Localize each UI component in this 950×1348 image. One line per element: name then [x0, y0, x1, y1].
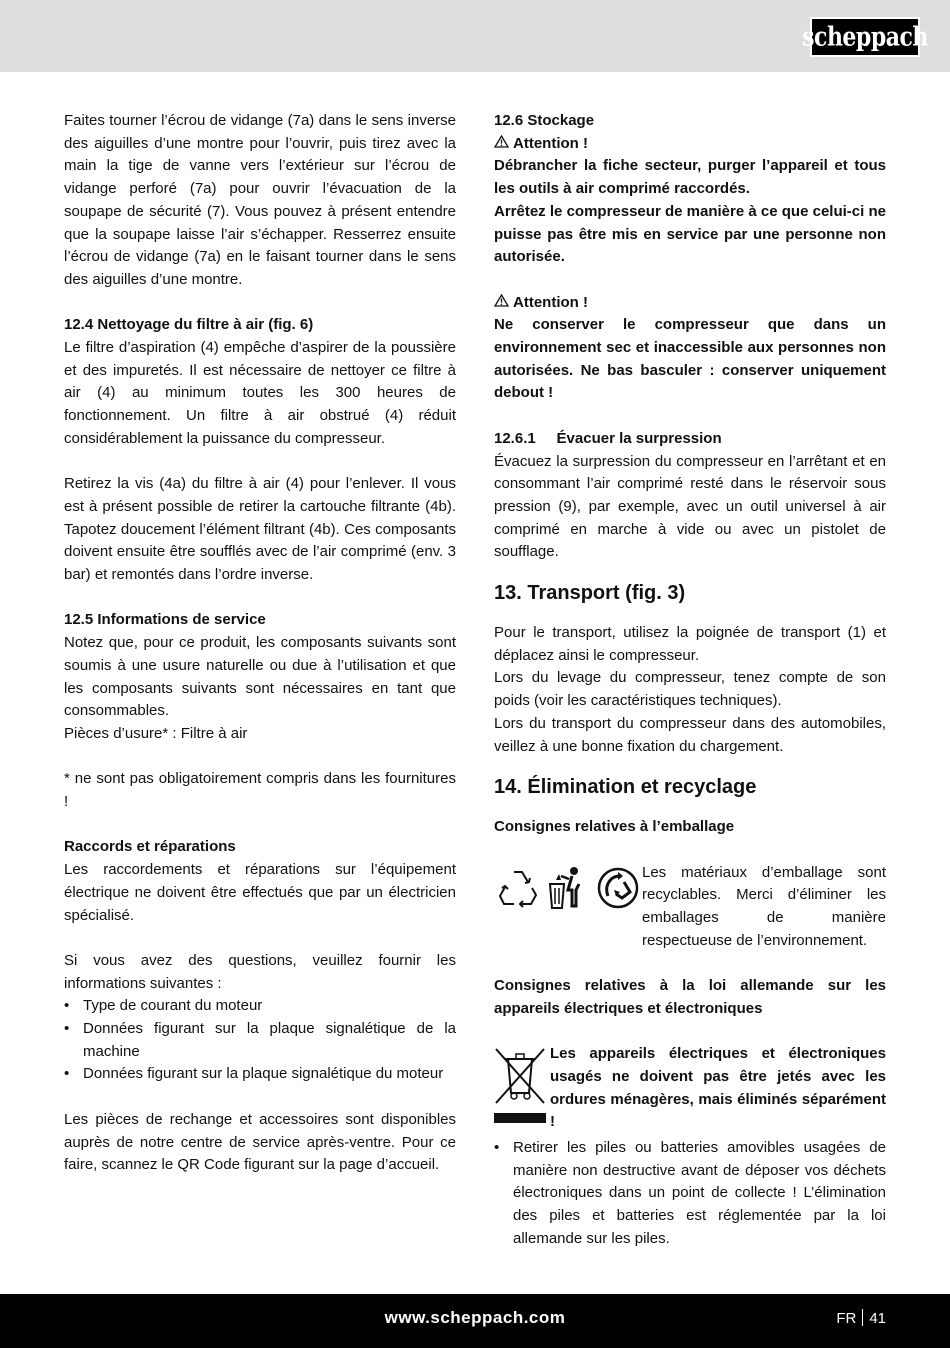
- warning-triangle-icon: [494, 133, 509, 156]
- footer-bar: [0, 1294, 950, 1348]
- packaging-section: [494, 862, 886, 953]
- warning-unplug-text: Débrancher la fiche secteur, purger l’appareil et tous les outils à air comprimé raccordés.: [494, 157, 886, 198]
- transport-paragraph-3: Lors du transport du compresseur dans des automobiles, veillez à une bonne fixation du chargement.: [494, 714, 886, 755]
- heading-14-disposal: 14. Élimination et recyclage: [494, 776, 757, 799]
- crossed-bin-icon: [494, 1043, 550, 1137]
- website-link[interactable]: www.scheppach.com: [384, 1308, 566, 1327]
- transport-paragraph-2: Lors du levage du compresseur, tenez compte de son poids (voir les caractéristiques techniques).: [494, 669, 886, 710]
- language-code: FR: [836, 1310, 857, 1327]
- heading-13-transport: 13. Transport (fig. 3): [494, 582, 686, 605]
- wear-parts-line: Pièces d’usure* : Filtre à air: [64, 724, 248, 742]
- heading-weee-law: Consignes relatives à la loi allemande sur les appareils électriques et électroniques: [494, 977, 886, 1017]
- service-paragraph: Notez que, pour ce produit, les composants suivants sont soumis à une usure naturelle ou due à l’utilisation et que les composants suivants sont nécessaires en tant que consommables.: [64, 634, 456, 720]
- spare-parts-paragraph: Les pièces de rechange et accessoires sont disponibles auprès de notre centre de service après-ventre. Pour ce faire, scannez le QR Code figurant sur la page d’accueil.: [64, 1110, 456, 1174]
- heading-packaging: Consignes relatives à l’emballage: [494, 818, 735, 836]
- heading-12-4: 12.4 Nettoyage du filtre à air (fig. 6): [64, 316, 314, 334]
- warning-storage-text: Ne conserver le compresseur que dans un environnement sec et inaccessible aux personnes non autorisées. Ne bas basculer : conserver uniquement debout !: [494, 316, 886, 402]
- heading-12-6: 12.6 Stockage: [494, 112, 595, 129]
- list-item: • Données figurant sur la plaque signalétique de la machine: [64, 1018, 456, 1063]
- questions-paragraph: Si vous avez des questions, veuillez fournir les informations suivantes :: [64, 951, 456, 992]
- filter-paragraph: Le filtre d’aspiration (4) empêche d’aspirer de la poussière et des impuretés. Il est nécessaire de nettoyer ce filtre à air (4) au minimum toutes les 300 heures de fonctionnement. Un filtre à air obstrué (4) réduit considérablement la puissance du compresseur.: [64, 339, 456, 447]
- heading-raccords: Raccords et réparations: [64, 838, 236, 856]
- recycle-hand-icon: [594, 864, 642, 920]
- weee-section: [494, 1043, 886, 1137]
- weee-warning-text: Les appareils électriques et électroniques usagés ne doivent pas être jetés avec les ordures ménagères, mais éliminés séparément !: [550, 1045, 886, 1131]
- list-item: • Retirer les piles ou batteries amovibles usagées de manière non destructive avant de déposer vos déchets électroniques dans un point de collecte ! L’élimination des piles et batteries est réglementée par la loi allemande sur les piles.: [494, 1137, 886, 1251]
- heading-12-5: 12.5 Informations de service: [64, 611, 266, 629]
- tidyman-icon: [546, 864, 590, 920]
- list-item: • Données figurant sur la plaque signalétique du moteur: [64, 1063, 456, 1086]
- attention-label: Attention !: [513, 134, 588, 152]
- right-column: [494, 110, 886, 1250]
- recycle-icon: [494, 864, 542, 920]
- transport-paragraph-1: Pour le transport, utilisez la poignée de transport (1) et déplacez ainsi le compresseur.: [494, 624, 886, 664]
- footnote-paragraph: * ne sont pas obligatoirement compris dans les fournitures !: [64, 770, 456, 811]
- logo-text: scheppach: [802, 21, 928, 53]
- drain-nut-paragraph: Faites tourner l’écrou de vidange (7a) dans le sens inverse des aiguilles d’une montre pour l’ouvrir, puis tirez avec la main la tige de vanne vers l’extérieur sur l’écrou de vidange perforé (7a) pour ouvrir l’évacuation de la soupape de sécurité (7). Vous pouvez à présent entendre que la soupape laisse l’air s’échapper. Resserrez ensuite l’écrou de vidange (7a) en le faisant tourner dans le sens des aiguilles d’une montre.: [64, 112, 456, 288]
- warning-stop-text: Arrêtez le compresseur de manière à ce que celui-ci ne puisse pas être mis en service par une personne non autorisée.: [494, 202, 886, 266]
- page-indicator: [836, 1309, 886, 1327]
- top-header-bar: [0, 0, 950, 72]
- batteries-bullet-list: [494, 1137, 886, 1251]
- warning-triangle-icon: [494, 292, 509, 315]
- filter-removal-paragraph: Retirez la vis (4a) du filtre à air (4) pour l’enlever. Il vous est à présent possible de retirer la cartouche filtrante (4b). Tapotez doucement l’élément filtrant (4b). Ces composants doivent ensuite être soufflés avec de l’air comprimé (env. 3 bar) et remontés dans l’ordre inverse.: [64, 475, 456, 584]
- heading-12-6-1: 12.6.1 Évacuer la surpression: [494, 429, 722, 447]
- pressure-release-paragraph: Évacuez la surpression du compresseur en l’arrêtant et en consommant l’air comprimé resté dans le réservoir sous pression (9), par exemple, avec un outil universel à air comprimé en marche à vide ou avec un pistolet de soufflage.: [494, 452, 886, 561]
- attention-label: Attention !: [513, 293, 588, 311]
- scheppach-logo: [802, 17, 928, 57]
- packaging-paragraph: Les matériaux d’emballage sont recyclables. Merci d’éliminer les emballages de manière respectueuse de l’environnement.: [642, 863, 886, 949]
- connections-paragraph: Les raccordements et réparations sur l’équipement électrique ne doivent être effectués que par un électricien spécialisé.: [64, 861, 456, 924]
- left-column: [64, 110, 456, 1177]
- info-bullet-list: [64, 995, 456, 1086]
- list-item: • Type de courant du moteur: [64, 995, 456, 1018]
- page-number: 41: [869, 1310, 886, 1327]
- divider: [862, 1309, 863, 1326]
